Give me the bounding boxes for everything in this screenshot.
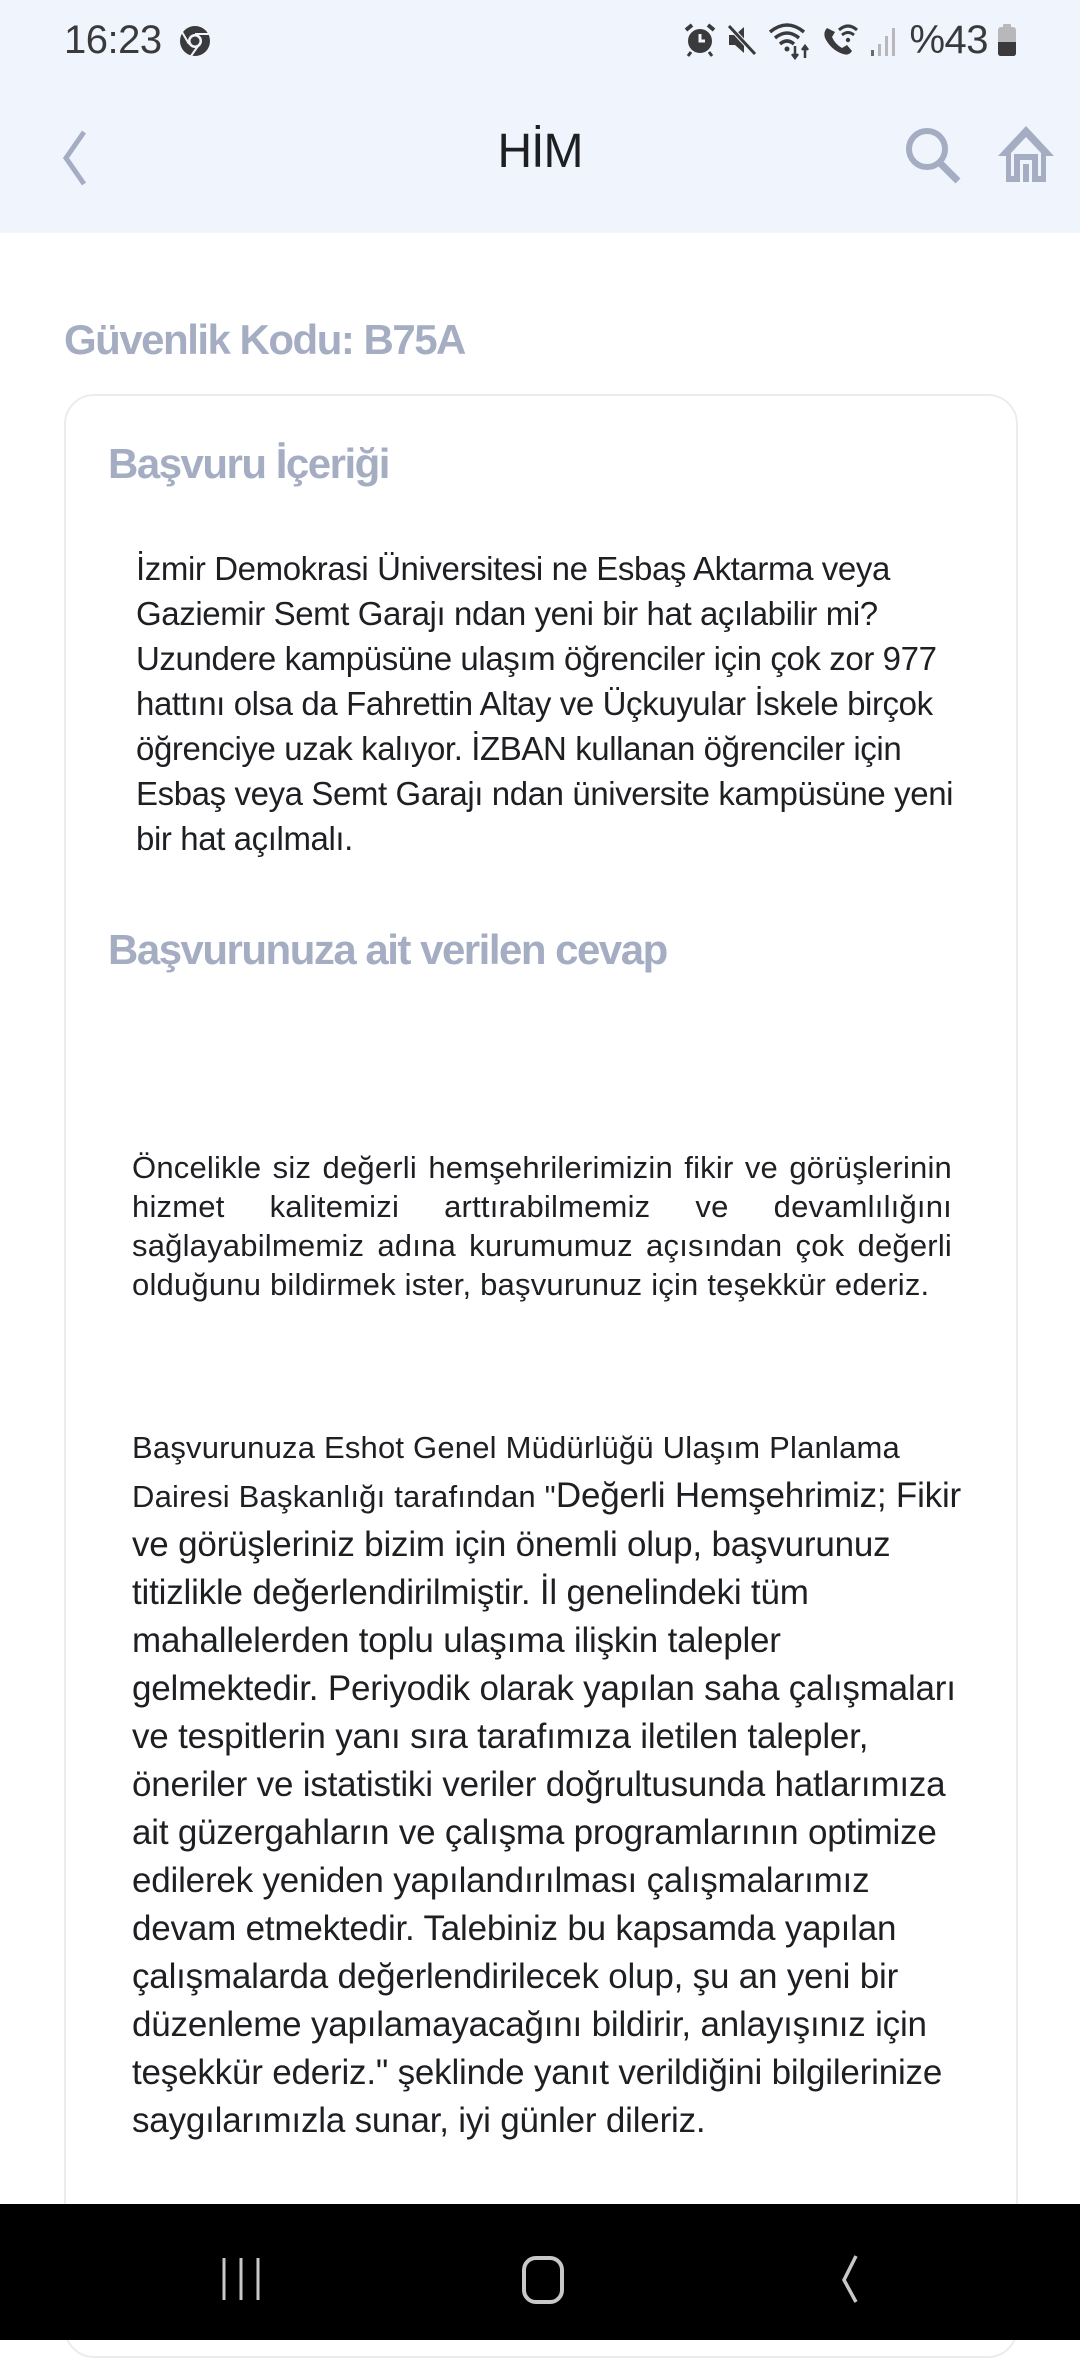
battery-icon bbox=[996, 22, 1018, 58]
home-button[interactable] bbox=[992, 120, 1060, 188]
response-quote: Değerli Hemşehrimiz; Fikir ve görüşleriniz bizim için önemli olup, başvurunuz titizlikle değerlendirilmiştir. İl genelindeki tüm mahallelerden toplu ulaşıma ilişkin talepler gelmektedir. Periyodik olarak yapılan saha çalışmaları ve tespitlerin yanı sıra tarafımıza iletilen talepler, öneriler ve istatistiki veriler doğrultusunda hatlarımıza ait güzergahların ve çalışma programlarının optimize edilerek yeniden yapılandırılması çalışmalarımız devam etmektedir. Talebiniz bu kapsamda yapılan çalışmalarda değerlendirilecek olup, şu an yeni bir düzenleme yapılamayacağını bildirir, anlayışınız için teşekkür ederiz. bbox=[132, 1476, 962, 2092]
chrome-icon bbox=[178, 24, 212, 58]
request-text: İzmir Demokrasi Üniversitesi ne Esbaş Aktarma veya Gaziemir Semt Garajı ndan yeni bir hat açılabilir mi? Uzundere kampüsüne ulaşım öğrenciler için çok zor 977 hattını olsa da Fahrettin Altay ve Üçkuyular İskele birçok öğrenciye uzak kalıyor. İZBAN kullanan öğrenciler için Esbaş veya Semt Garajı ndan üniversite kampüsüne yeni bir hat açılmalı. bbox=[136, 550, 954, 857]
back-nav-button[interactable] bbox=[812, 2244, 882, 2314]
battery-percent: %43 bbox=[909, 17, 988, 62]
alarm-icon bbox=[683, 22, 717, 58]
search-icon bbox=[900, 122, 966, 188]
search-button[interactable] bbox=[900, 122, 966, 188]
response-paragraph-1: Öncelikle siz değerli hemşehrilerimizin fikir ve görüşlerinin hizmet kalitemizi arttırabilmemiz ve devamlılığını sağlayabilmemiz adına kurumumuz açısından çok değerli olduğunu bildirmek ister, başvurunuz için teşekkür ederiz. bbox=[132, 1150, 952, 1302]
response-title: Başvurunuza ait verilen cevap bbox=[108, 926, 667, 973]
mute-icon bbox=[725, 22, 759, 58]
recent-apps-button[interactable] bbox=[206, 2244, 276, 2314]
app-header bbox=[0, 80, 1080, 233]
page-title: HİM bbox=[497, 125, 583, 178]
application-card bbox=[64, 394, 1018, 2358]
back-icon bbox=[812, 2244, 882, 2314]
home-button-icon bbox=[508, 2244, 578, 2314]
response-paragraph-2 bbox=[132, 1423, 972, 2145]
response-outro: " şeklinde yanıt verildiğini bilgilerinize saygılarımızla sunar, iyi günler dileriz. bbox=[132, 2053, 943, 2140]
wifi-calling-icon bbox=[821, 22, 861, 58]
status-time: 16:23 bbox=[64, 18, 162, 62]
home-nav-button[interactable] bbox=[508, 2244, 578, 2314]
response-intro: Başvurunuza Eshot Genel Müdürlüğü Ulaşım Planlama Dairesi Başkanlığı tarafından " bbox=[132, 1430, 900, 1514]
home-icon bbox=[992, 120, 1060, 188]
security-code: Güvenlik Kodu: B75A bbox=[64, 316, 465, 363]
system-nav-bar bbox=[0, 2204, 1080, 2340]
status-icons bbox=[683, 14, 1018, 66]
status-bar bbox=[0, 0, 1080, 80]
recent-apps-icon bbox=[206, 2244, 276, 2314]
signal-icon bbox=[869, 22, 897, 58]
request-title: Başvuru İçeriği bbox=[108, 440, 389, 487]
wifi-data-icon bbox=[767, 20, 813, 60]
